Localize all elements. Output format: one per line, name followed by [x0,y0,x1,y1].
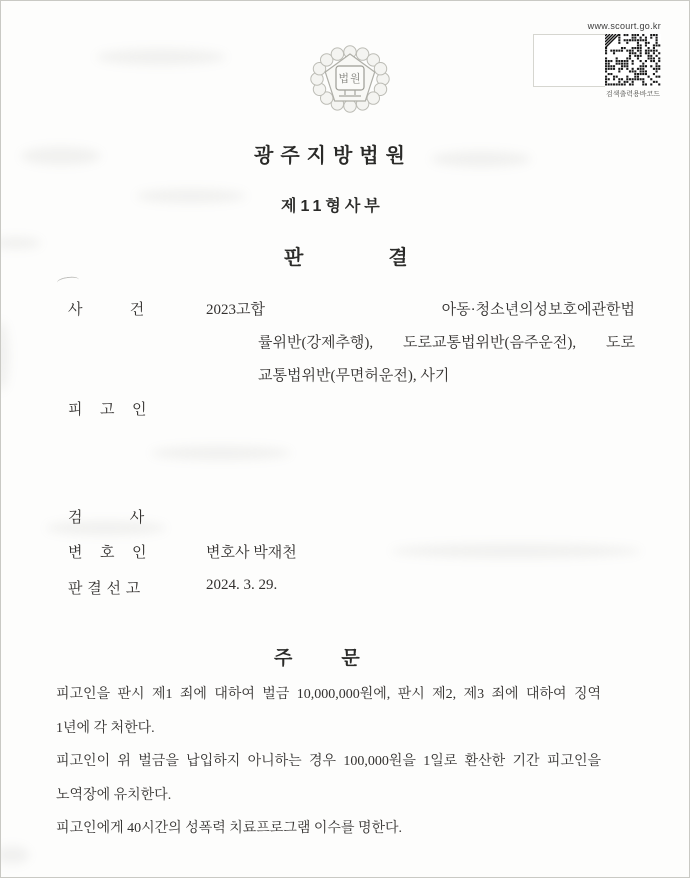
defendant-label: 피 고 인 [68,402,147,418]
charge-line-1: 아동·청소년의성보호에관한법 [441,302,635,318]
scan-artifact [431,151,531,167]
order-line: 피고인을 판시 제1 죄에 대하여 벌금 10,000,000원에, 판시 제2, 제3 죄에 대하여 징역 [56,687,601,702]
verdict-date-label: 판 결 선 고 [68,581,141,597]
counsel-label: 변 호 인 [68,545,147,561]
scan-artifact [21,147,101,165]
prosecutor-row [68,506,635,526]
scan-artifact [0,846,29,864]
defendant-row [68,398,635,418]
scan-artifact [0,321,9,391]
scourt-url: www.scourt.go.kr [587,21,661,31]
charge-line-3: 교통법위반(무면허운전), 사기 [258,368,450,384]
scan-artifact [96,49,226,65]
pen-tick-mark [57,276,80,287]
division-name: 제11형사부 [281,198,384,215]
prosecutor-label: 검 사 [68,510,145,526]
order-line: 피고인에게 40시간의 성폭력 치료프로그램 이수를 명한다. [56,821,403,837]
counsel-row [68,541,635,561]
charge-line-2: 률위반(강제추행), 도로교통법위반(음주운전), 도로 [258,335,635,351]
document-title: 판결 [284,247,493,269]
scan-artifact [136,189,246,203]
order-line: 1년에 각 처한다. [56,720,155,736]
order-line: 피고인이 위 벌금을 납입하지 아니하는 경우 100,000원을 1일로 환산한 기간 피고인을 [56,754,601,770]
case-label: 사 건 [68,302,145,318]
order-heading: 주문 [274,648,409,669]
case-row [68,298,635,318]
order-line: 노역장에 유치한다. [56,787,172,803]
emblem-label: 법원 [338,73,362,85]
order-text [56,685,601,853]
verdict-date-row [68,577,635,597]
scan-artifact [0,237,41,249]
qr-code-icon [605,34,661,87]
court-name: 광주지방법원 [254,145,412,167]
verdict-date-value: 2024. 3. 29. [206,577,278,593]
court-emblem-icon [309,44,391,114]
scan-artifact [151,446,291,460]
counsel-value: 변호사 박재천 [206,545,297,561]
barcode-caption: 검색출력용바코드 [605,91,661,98]
blank-stamp-box [533,34,606,87]
case-number: 2023고합 [206,302,265,318]
